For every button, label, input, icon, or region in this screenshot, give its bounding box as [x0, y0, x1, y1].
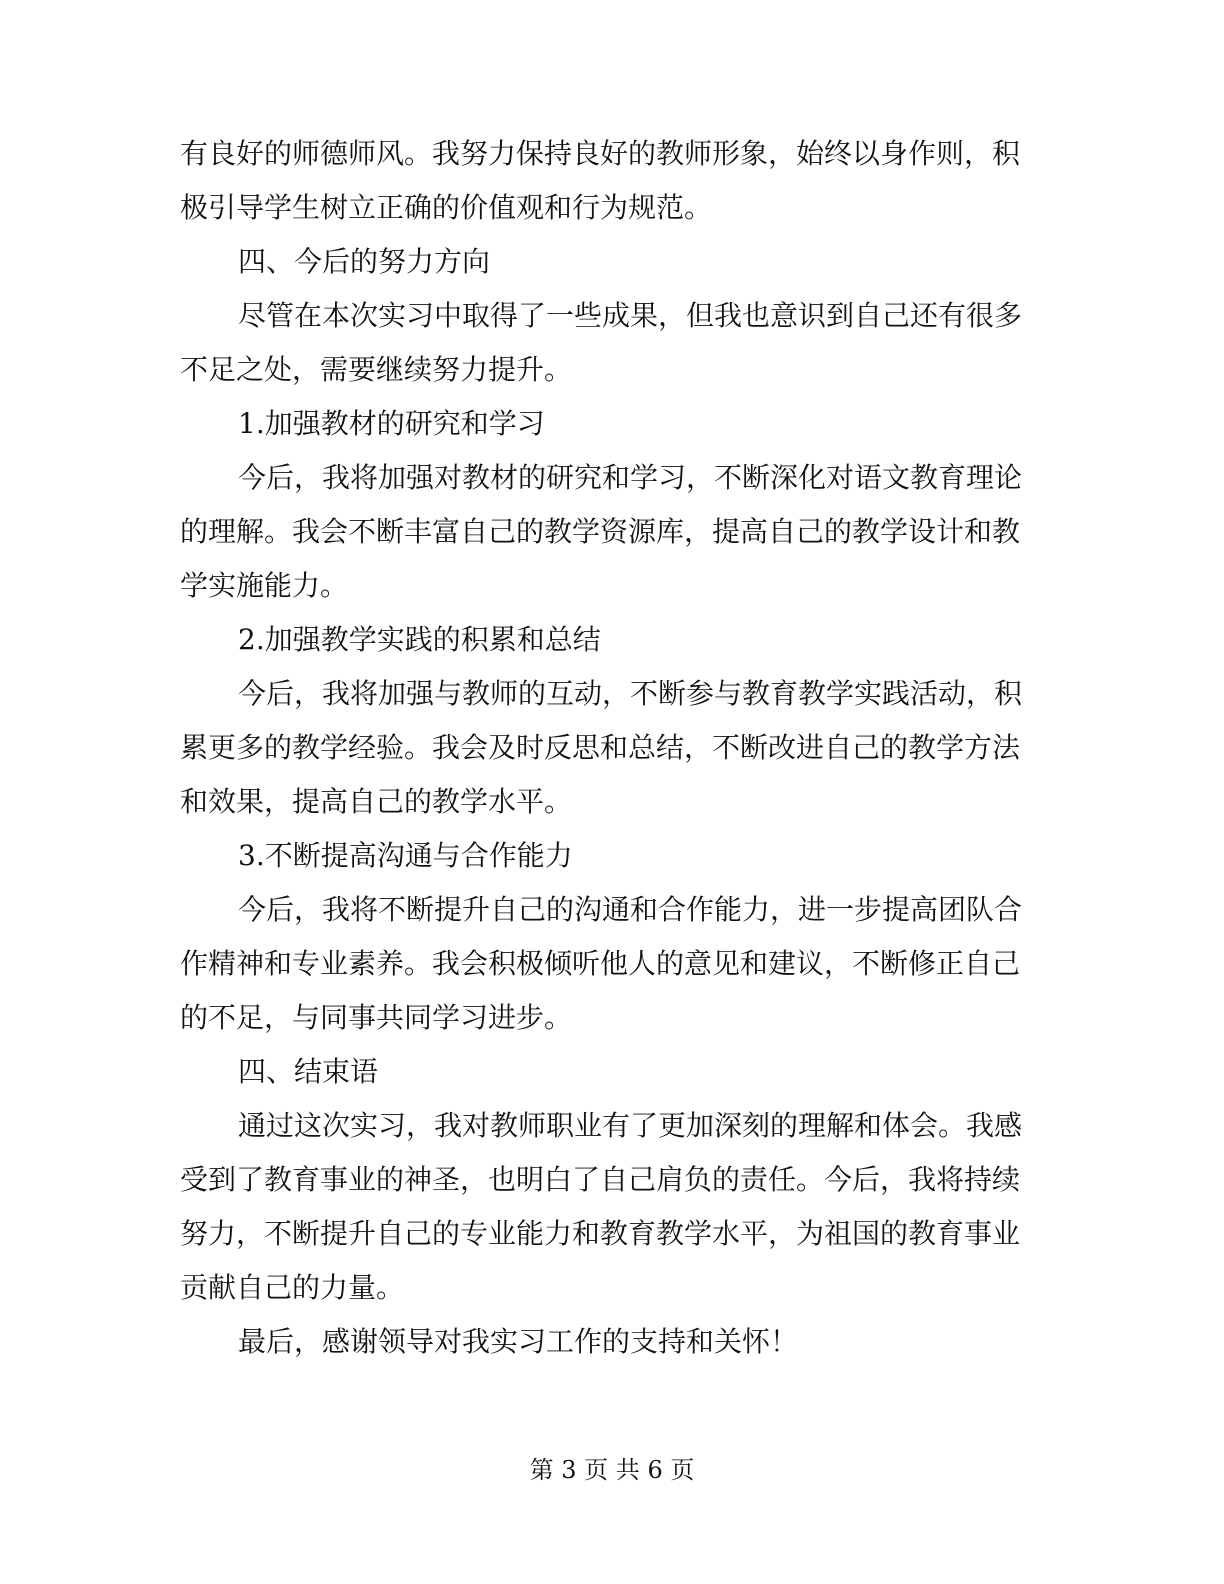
text-line: 今后，我将加强与教师的互动，不断参与教育教学实践活动，积: [238, 677, 1023, 710]
page-number-footer: 第 3 页 共 6 页: [529, 1456, 695, 1484]
text-line: 的理解。我会不断丰富自己的教学资源库，提高自己的教学设计和教: [180, 515, 1021, 548]
text-line: 作精神和专业素养。我会积极倾听他人的意见和建议，不断修正自己: [180, 947, 1021, 980]
text-line: 极引导学生树立正确的价值观和行为规范。: [180, 191, 713, 224]
text-line: 尽管在本次实习中取得了一些成果，但我也意识到自己还有很多: [238, 299, 1023, 332]
text-line: 受到了教育事业的神圣，也明白了自己肩负的责任。今后，我将持续: [180, 1163, 1021, 1196]
text-line: 不足之处，需要继续努力提升。: [180, 353, 573, 386]
text-line: 通过这次实习，我对教师职业有了更加深刻的理解和体会。我感: [238, 1109, 1023, 1142]
section-heading: 四、结束语: [238, 1055, 379, 1088]
text-line: 最后，感谢领导对我实习工作的支持和关怀！: [238, 1325, 799, 1358]
document-body: [180, 127, 1044, 1369]
text-line: 今后，我将加强对教材的研究和学习，不断深化对语文教育理论: [238, 461, 1023, 494]
text-line: 的不足，与同事共同学习进步。: [180, 1001, 573, 1034]
subsection-heading: 1.加强教材的研究和学习: [238, 407, 545, 440]
text-line: 和效果，提高自己的教学水平。: [180, 785, 573, 818]
subsection-heading: 2.加强教学实践的积累和总结: [238, 623, 601, 656]
text-line: 学实施能力。: [180, 569, 349, 602]
text-line: 有良好的师德师风。我努力保持良好的教师形象，始终以身作则，积: [180, 137, 1021, 170]
text-line: 努力，不断提升自己的专业能力和教育教学水平，为祖国的教育事业: [180, 1217, 1021, 1250]
text-line: 贡献自己的力量。: [180, 1271, 405, 1304]
text-line: 累更多的教学经验。我会及时反思和总结，不断改进自己的教学方法: [180, 731, 1021, 764]
section-heading: 四、今后的努力方向: [238, 245, 491, 278]
subsection-heading: 3.不断提高沟通与合作能力: [238, 839, 573, 872]
text-line: 今后，我将不断提升自己的沟通和合作能力，进一步提高团队合: [238, 893, 1023, 926]
